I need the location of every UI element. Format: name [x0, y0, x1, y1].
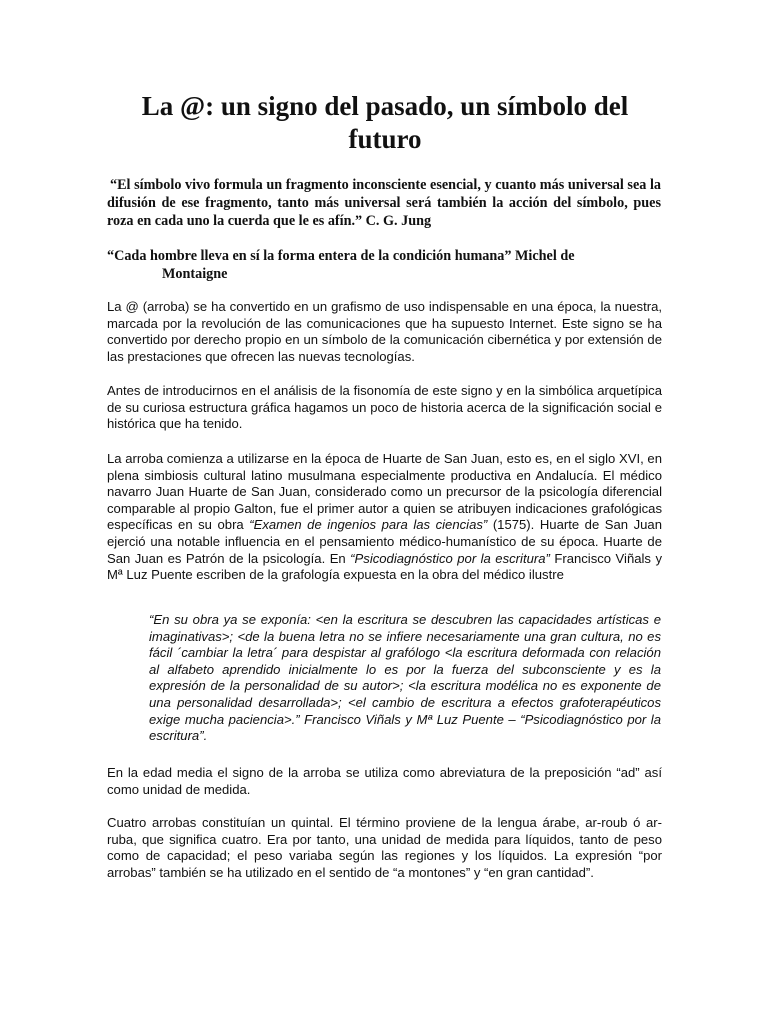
epigraph-montaigne-author: Montaigne	[162, 266, 228, 282]
block-quote-vinals: “En su obra ya se exponía: <en la escritura se descubren las capacidades artísticas e imaginativas>; <de la buena letra no se infiere necesariamente una gran cultura, no es fácil ´cambiar la letra´ para despistar al grafólogo <la escritura deformada con relación al alfabeto aprendido inicialmente lo es por la fuerza del subconsciente y es la expresión de la personalidad de su autor>; <la escritura modélica no es exponente de una personalidad desarrollada>; <el cambio de escritura a efectos grafoterapéuticos exige mucha paciencia>.” Francisco Viñals y Mª Luz Puente – “Psicodiagnóstico por la escritura”.	[149, 612, 661, 744]
paragraph-huarte-part1: La arroba comienza a utilizarse en la época de Huarte de San Juan, esto es, en el siglo XVI, en plena simbiosis cultural latino musulmana especialmente productiva en Andalucía. El médico navarro Juan Huarte de San Juan, considerado como un precursor de la psicología diferencial comparable al propio Galton, fue el primer autor a quien se atribuyen indicaciones grafológicas específicas en su obra	[107, 451, 662, 533]
work-title-examen: “Examen de ingenios para las ciencias”	[249, 517, 488, 533]
paragraph-middle-ages: En la edad media el signo de la arroba se utiliza como abreviatura de la preposición “ad” así como unidad de medida.	[107, 765, 662, 797]
paragraph-quintal: Cuatro arrobas constituían un quintal. El término proviene de la lengua árabe, ar-roub ó ar-ruba, que significa cuatro. Era por tanto, una unidad de medida para líquidos, tanto de peso como de capacidad; el peso variaba según las regiones y los líquidos. La expresión “por arrobas” también se ha utilizado en el sentido de “a montones” y “en gran cantidad”.	[107, 815, 662, 880]
epigraph-montaigne	[107, 247, 661, 283]
epigraph-montaigne-text: “Cada hombre lleva en sí la forma entera de la condición humana” Michel de	[107, 248, 575, 264]
work-title-psicodiagnostico: “Psicodiagnóstico por la escritura”	[350, 550, 550, 566]
document-title: La @: un signo del pasado, un símbolo del futuro	[141, 91, 629, 154]
paragraph-huarte-part2: (1575). Huarte de San Juan ejerció una notable influencia en el pensamiento médico-humanístico de su época. Huarte de San Juan es Patrón de la psicología. En	[107, 517, 662, 566]
paragraph-history: Antes de introducirnos en el análisis de la fisonomía de este signo y en la simbólica arquetípica de su curiosa estructura gráfica hagamos un poco de historia acerca de la significación social e histórica que ha tenido.	[107, 383, 662, 432]
paragraph-huarte	[107, 451, 662, 584]
epigraph-jung: “El símbolo vivo formula un fragmento inconsciente esencial, y cuanto más universal sea la difusión de ese fragmento, tanto más universal será también la acción del símbolo, pues roza en cada uno la cuerda que le es afín.” C. G. Jung	[107, 177, 661, 229]
paragraph-intro: La @ (arroba) se ha convertido en un grafismo de uso indispensable en una época, la nuestra, marcada por la revolución de las comunicaciones que ha supuesto Internet. Este signo se ha convertido por derecho propio en un símbolo de la comunicación cibernética y por extensión de las prestaciones que ofrecen las nuevas tecnologías.	[107, 299, 662, 364]
paragraph-huarte-part3: Francisco Viñals y Mª Luz Puente escriben de la grafología expuesta en la obra del médico ilustre	[107, 550, 662, 583]
